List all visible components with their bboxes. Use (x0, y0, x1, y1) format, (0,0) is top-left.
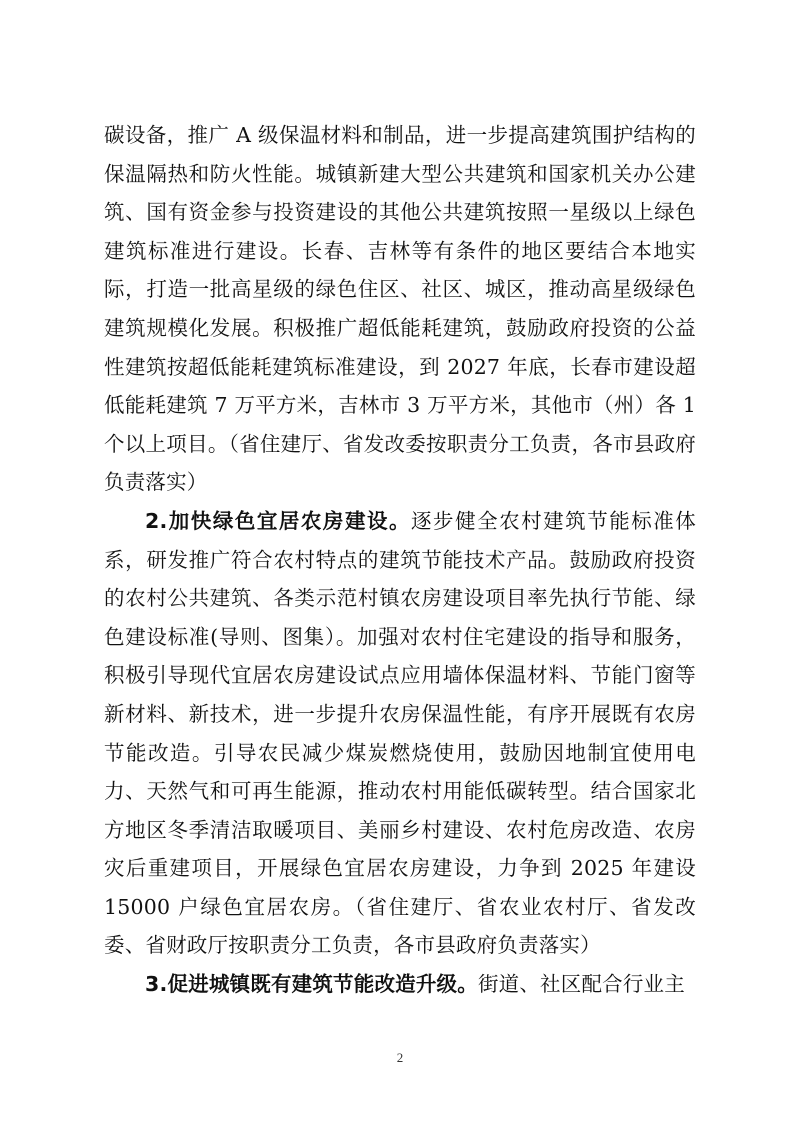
section-heading: 2.加快绿色宜居农房建设。 (145, 508, 412, 533)
body-paragraph-3 (104, 965, 696, 1004)
document-page (104, 116, 696, 1004)
paragraph-text: 逐步健全农村建筑节能标准体系，研发推广符合农村特点的建筑节能技术产品。鼓励政府投资的农村公共建筑、各类示范村镇农房建设项目率先执行节能、绿色建设标准(导则、图集）。加强对农村住宅建设的指导和服务，积极引导现代宜居农房建设试点应用墙体保温材料、节能门窗等新材料、新技术，进一步提升农房保温性能，有序开展既有农房节能改造。引导农民减少煤炭燃烧使用，鼓励因地制宜使用电力、天然气和可再生能源，推动农村用能低碳转型。结合国家北方地区冬季清洁取暖项目、美丽乡村建设、农村危房改造、农房灾后重建项目，开展绿色宜居农房建设，力争到 2025 年建设 15000 户绿色宜居农房。（省住建厅、省农业农村厅、省发改委、省财政厅按职责分工负责，各市县政府负责落实） (104, 508, 696, 958)
body-paragraph-2 (104, 502, 696, 965)
paragraph-text: 街道、社区配合行业主 (477, 972, 685, 997)
body-paragraph-1 (104, 116, 696, 502)
paragraph-text: 碳设备，推广 A 级保温材料和制品，进一步提高建筑围护结构的保温隔热和防火性能。城镇新建大型公共建筑和国家机关办公建筑、国有资金参与投资建设的其他公共建筑按照一星级以上绿色建筑标准进行建设。长春、吉林等有条件的地区要结合本地实际，打造一批高星级的绿色住区、社区、城区，推动高星级绿色建筑规模化发展。积极推广超低能耗建筑，鼓励政府投资的公益性建筑按超低能耗建筑标准建设，到 2027 年底，长春市建设超低能耗建筑 7 万平方米，吉林市 3 万平方米，其他市（州）各 1 个以上项目。（省住建厅、省发改委按职责分工负责，各市县政府负责落实） (104, 123, 696, 495)
section-heading: 3.促进城镇既有建筑节能改造升级。 (145, 972, 478, 997)
page-number: 2 (396, 1050, 404, 1065)
